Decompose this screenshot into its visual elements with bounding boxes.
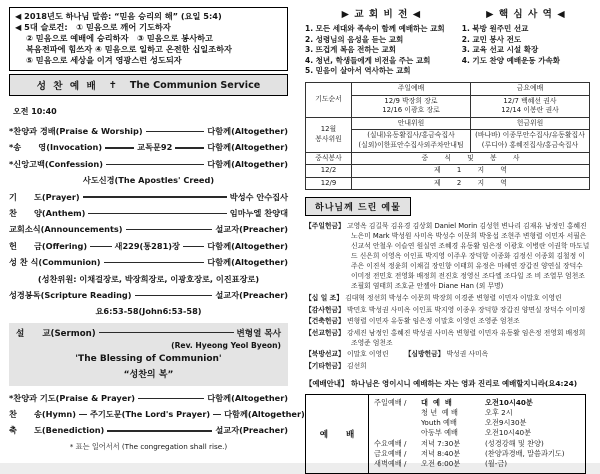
lunch-date-cell: 12/9 xyxy=(306,177,352,190)
offering-entry xyxy=(305,316,590,326)
worship-service-time: 오전9시30분 xyxy=(485,418,527,428)
worship-service-name: Youth 예배 xyxy=(421,418,457,428)
usher-members-cell xyxy=(352,130,471,152)
lunch-region-cell: 제 1 지 역 xyxy=(352,165,590,178)
worship-service-name: 청 년 예 배 xyxy=(421,408,458,418)
leader-line xyxy=(213,414,221,415)
offering-members-cell xyxy=(471,130,590,152)
leader-line xyxy=(83,196,227,197)
offering-names: 김선희 xyxy=(344,361,367,370)
leader-line xyxy=(106,164,204,165)
core-ministry-title: ▶ 핵 심 사 역 ◀ xyxy=(486,9,566,20)
order-center-line: 요6:53-58(John6:53-58) xyxy=(95,306,202,317)
sermon-row xyxy=(16,327,281,339)
worship-service-time: (성경강해 및 찬양) xyxy=(485,438,544,448)
worship-service-time: 오전10시40분 xyxy=(485,428,532,438)
order-item-label: 성 찬 식(Communion) xyxy=(9,257,101,268)
sermon-block xyxy=(9,323,288,386)
leader-line xyxy=(105,147,134,148)
order-item-person: 다함께(Altogether) xyxy=(207,158,288,169)
order-item-middle: 주기도문(The Lord's Prayer) xyxy=(89,409,211,420)
order-item-label: *신앙고백(Confession) xyxy=(9,158,103,169)
order-item-label: *송 영(Invocation) xyxy=(9,142,103,153)
order-row xyxy=(9,159,288,170)
order-item-label: 찬 양(Anthem) xyxy=(9,207,86,218)
order-row xyxy=(9,142,288,153)
offering-entry: (바나바) 이종무안수집사/유동활집사 xyxy=(475,131,585,140)
ministry-item: 1. 북방 원주민 선교 xyxy=(461,24,529,33)
order-row xyxy=(9,393,288,404)
worship-schedule-rows xyxy=(369,395,585,473)
order-item-middle: 교독문92 xyxy=(137,142,173,153)
order-item-label: *찬양과 기도(Praise & Prayer) xyxy=(9,392,136,403)
offerings-list xyxy=(305,221,590,371)
order-item-label: 교회소식(Announcements) xyxy=(9,224,123,235)
worship-service-time: (월-금) xyxy=(485,459,508,469)
prayer-entry: 12/14 이봉란 권사 xyxy=(501,106,559,115)
slogan-line: ⑤ 믿음으로 세상을 이겨 영광스런 성도되자 xyxy=(26,55,182,65)
worship-schedule-row xyxy=(374,408,582,418)
lunch-duty-header-cell: 중 식 및 봉 사 xyxy=(352,152,590,165)
offering-names: 고영옥 김길묵 김유경 김상회 Daniel Morin 김성헌 변나리 김재유 남정인 홍혜진 노은미 Mark 박성원 사미옥 박성수 이문희 박웅섭 조현주 변형렬 이민자 서필은 신교석 안철우 이슬연 원실연 조혜경 유동활 임은정 이광호 이병란 이권학 마도널드 신은희 이영옥 이인표 박지영 이주우 장덕항 이종화 김정신 이종회 김철정 이주은 이진석 정윤희 이채걸 장인향 이태희 유정은 마헤연 장갑진 양연실 장덕수 이미정 전민호 전영화 배정희 전진호 정영신 조다엘 조다일 조 비 조열무 엄천조 조필회 염태희 조호균 안젤아 Diane Han (외 무명) xyxy=(344,222,590,291)
friday-prayer-cell xyxy=(471,95,590,117)
vision-ministry-section xyxy=(305,6,590,77)
leader-line xyxy=(88,213,226,214)
order-of-worship-bottom xyxy=(9,392,305,437)
lunch-region-cell: 제 2 지 역 xyxy=(352,177,590,190)
worship-service-name: 아동부 예배 xyxy=(421,428,459,438)
offering-category-label: 【북방선교】 xyxy=(305,350,345,359)
order-item-person: 설교자(Preacher) xyxy=(215,289,288,300)
order-item-label: 성경봉독(Scripture Reading) xyxy=(9,289,132,300)
order-item-label: 축 도(Benediction) xyxy=(9,425,105,436)
usher-entry: (실외)이한표안수집사외주차안내팀 xyxy=(358,140,464,149)
worship-service-name: 대 예 배 xyxy=(421,397,452,407)
offering-entry xyxy=(305,305,590,315)
prayer-entry: 12/16 이광호 장로 xyxy=(382,106,440,115)
worship-service-type: 금요예배 / xyxy=(374,448,407,458)
rise-footnote: * 표는 일어서서 (The congregation shall rise.) xyxy=(69,441,228,451)
worship-service-type: 주일예배 / xyxy=(374,397,407,407)
usher-header-cell: 안내위원 xyxy=(352,117,471,130)
offering-names: 박민호 박성권 사미옥 이인표 박지영 이종우 장덕향 장갑진 양면실 장덕수 이미정 xyxy=(344,305,586,314)
church-vision-column xyxy=(305,6,462,77)
worship-schedule-row xyxy=(374,418,582,428)
core-ministry-column xyxy=(462,6,590,77)
worship-table-label: 예 배 xyxy=(306,395,369,473)
december-duty-table xyxy=(305,82,590,190)
order-row xyxy=(9,241,288,252)
leader-line xyxy=(138,398,204,399)
sunday-service-header-cell: 주일예배 xyxy=(352,82,471,95)
worship-guide-label: 【예배안내】 xyxy=(305,378,349,388)
slogan-line: ◀ 5대 슬로건: ① 믿음으로 깨어 기도하자 xyxy=(15,22,171,32)
left-page xyxy=(0,0,305,463)
offering-category-label: 【주일헌금】 xyxy=(305,222,345,231)
order-row xyxy=(9,126,288,137)
worship-service-name: 저녁 7:30분 xyxy=(421,438,461,448)
leader-line xyxy=(175,147,204,148)
worship-service-name: 오전 6:00분 xyxy=(421,459,461,469)
offering-category-label: 【십 일 조】 xyxy=(305,293,344,302)
order-row xyxy=(9,290,288,301)
offering-entry xyxy=(305,221,590,291)
order-item-label: *찬양과 경배(Praise & Worship) xyxy=(9,126,143,136)
lunch-duty-label-cell: 중식봉사 xyxy=(306,152,352,165)
vision-item: 5. 믿음이 살아서 역사하는 교회 xyxy=(305,66,411,76)
offering-names: 박성권 사미옥 xyxy=(444,350,489,359)
order-item-label: 기 도(Prayer) xyxy=(9,191,80,202)
order-row xyxy=(9,257,288,268)
communion-service-header xyxy=(9,74,288,96)
usher-entry: (실내)유동활집사/홍금숙집사 xyxy=(367,131,455,140)
order-row xyxy=(9,224,288,235)
offering-category-label: 【기타헌금】 xyxy=(305,361,345,370)
order-item-person: 임마누엘 찬양대 xyxy=(229,207,288,218)
ministry-item: 2. 교민 봉사 전도 xyxy=(461,34,522,44)
leader-line xyxy=(79,414,87,415)
worship-schedule-row xyxy=(374,459,582,469)
order-item-person: 다함께(Altogether) xyxy=(207,257,288,268)
friday-service-header-cell: 금요예배 xyxy=(471,82,590,95)
sermon-title-english: 'The Blessing of Communion' xyxy=(75,353,222,364)
volunteers-label: 봉사위원 xyxy=(315,134,342,143)
order-of-worship-top xyxy=(9,126,288,317)
leader-line xyxy=(146,131,205,132)
offering-entry xyxy=(305,328,590,348)
order-row xyxy=(9,425,288,436)
ministry-item: 3. 교육 선교 시설 확장 xyxy=(461,45,539,55)
yearly-slogan-box xyxy=(9,7,288,71)
worship-service-time: (찬양과경배, 말씀과기도) xyxy=(485,448,565,458)
offerings-heading: 하나님께 드린 예물 xyxy=(305,197,411,216)
sermon-preacher: 변형열 목사 xyxy=(236,328,281,339)
slogan-line: 복음전파에 힘쓰자 ④ 믿음으로 일하고 온전한 십일조하자 xyxy=(26,44,232,54)
leader-line xyxy=(126,229,213,230)
sermon-title-korean: “성찬의 복” xyxy=(123,369,174,380)
order-item-label: 찬 송(Hymn) xyxy=(9,409,76,420)
order-center-line: 사도신경(The Apostles' Creed) xyxy=(82,175,215,186)
offering-committee-header-cell: 헌금위원 xyxy=(471,117,590,130)
december-label: 12월 xyxy=(320,125,337,134)
offering-entry xyxy=(305,349,590,359)
order-item-person: 다함께(Altogether) xyxy=(207,142,288,153)
worship-service-type: 수요예배 / xyxy=(374,438,407,448)
offering-category-label: 【건축헌금】 xyxy=(305,317,345,326)
prayer-entry: 12/7 백혜선 권사 xyxy=(503,96,557,105)
order-row xyxy=(9,192,288,203)
offering-names: 이말호 이영린 xyxy=(344,350,389,359)
leader-line xyxy=(90,246,111,247)
worship-service-type: 새벽예배 / xyxy=(374,459,407,469)
order-center-line: (성찬위원: 이채걸장로, 박장희장로, 이광호장로, 이진표장로) xyxy=(37,273,260,284)
lunch-date-cell: 12/2 xyxy=(306,165,352,178)
order-item-person: 다함께(Altogether) xyxy=(207,392,288,403)
church-vision-title: ▶ 교 회 비 전 ◀ xyxy=(341,9,422,20)
worship-service-type xyxy=(374,418,421,428)
offering-names: 변형렬 이민자 유동활 임은정 이말호 이영린 조영준 엄천조 xyxy=(344,317,520,326)
worship-guide-verse: 하나님은 영이시니 예배하는 자는 영과 진리로 예배할지니라(요4:24) xyxy=(350,378,578,388)
offering-entry xyxy=(305,361,590,371)
worship-schedule-row xyxy=(374,428,582,438)
worship-service-time: 오후 2시 xyxy=(485,408,513,418)
order-item-person: 박성수 안수집사 xyxy=(229,191,288,202)
offering-category-label: 【감사헌금】 xyxy=(305,305,345,314)
header-english-title: The Communion Service xyxy=(129,79,261,91)
offering-category-label: 【심방헌금】 xyxy=(404,350,445,359)
cross-icon: ✝ xyxy=(108,79,119,91)
worship-service-type xyxy=(374,408,421,418)
vision-item: 2. 성령님의 음성을 듣는 교회 xyxy=(305,34,404,44)
order-item-label: 헌 금(Offering) xyxy=(9,240,88,251)
worship-schedule-row xyxy=(374,439,582,449)
header-korean-title: 성 찬 예 배 xyxy=(36,81,98,92)
leader-line xyxy=(135,295,213,296)
leader-line xyxy=(104,262,205,263)
order-item-person: 설교자(Preacher) xyxy=(215,425,288,436)
december-volunteers-label-cell xyxy=(306,117,352,152)
leader-line xyxy=(107,430,212,431)
vision-item: 4. 청년, 학생들에게 비전을 주는 교회 xyxy=(305,55,431,65)
worship-schedule-row xyxy=(374,449,582,459)
offering-category-label: 【선교헌금】 xyxy=(305,328,345,337)
order-row xyxy=(9,409,305,420)
order-item-person: 다함께(Altogether) xyxy=(207,126,288,136)
prayer-entry: 12/9 박장희 장로 xyxy=(384,96,438,105)
service-time: 오전 10:40 xyxy=(13,107,57,116)
worship-schedule-table xyxy=(305,394,586,474)
slogan-line: ② 믿음으로 예배에 승리하자 ③ 믿음으로 봉사하고 xyxy=(26,33,213,43)
sunday-prayer-cell xyxy=(352,95,471,117)
core-ministry-list xyxy=(462,24,590,66)
worship-guide-line xyxy=(305,378,590,389)
leader-line xyxy=(183,246,204,247)
worship-service-time: 오전10시40분 xyxy=(485,397,533,407)
worship-service-type xyxy=(374,428,421,438)
slogan-line: ◀ 2018년도 하나님 말씀: “믿음 승리의 해” (요일 5:4) xyxy=(15,11,222,21)
ministry-item: 4. 기도 찬양 예배운동 가속화 xyxy=(461,55,560,65)
worship-service-name: 저녁 8:40분 xyxy=(421,448,461,458)
offering-entry: (루디아) 홍혜진집사/홍금숙집사 xyxy=(481,140,579,149)
order-item-middle: 새229(통281)장 xyxy=(114,240,180,251)
offering-names: 김대혁 정선희 박성수 이문희 박장희 이경준 변형렬 이민자 이말호 이영린 xyxy=(343,293,562,302)
order-item-person: 설교자(Preacher) xyxy=(215,224,288,235)
right-page xyxy=(300,0,600,469)
order-row xyxy=(9,208,288,219)
order-item-person: 다함께(Altogether) xyxy=(207,240,289,251)
church-vision-list xyxy=(305,24,458,77)
vision-item: 3. 뜨겁게 복음 전하는 교회 xyxy=(305,45,396,55)
order-item-person: 다함께(Altogether) xyxy=(224,409,305,420)
leader-line xyxy=(99,332,234,333)
worship-schedule-row xyxy=(374,398,582,408)
offering-names: 강세진 남정인 홍혜진 박성권 사미옥 변형렬 이민자 유동활 임은정 전영회 배정희 조영준 엄천조 xyxy=(344,328,586,347)
prayer-order-label-cell: 기도순서 xyxy=(306,82,352,117)
sermon-label: 설 교(Sermon) xyxy=(16,328,96,339)
offering-entry xyxy=(305,293,590,303)
sermon-preacher-english: (Rev. Hyeong Yeol Byeon) xyxy=(171,340,281,350)
vision-item: 1. 모든 세대와 족속이 함께 예배하는 교회 xyxy=(305,24,445,33)
